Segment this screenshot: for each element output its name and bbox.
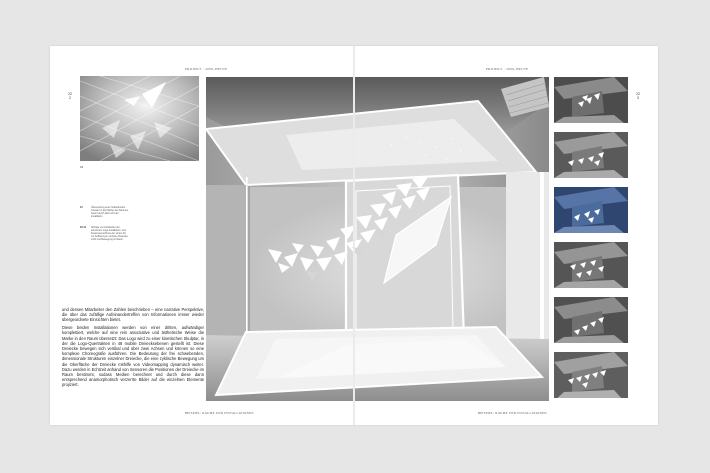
caption-02-text: Abfolge von Zuständen der animierten Logo-Installation: vom Zusammenschluss der Linien bis zur Auflösung in einzelne Dreiecke, Licht und Bewegung im Raum (91, 226, 129, 242)
sequence-state-6-photo (554, 352, 628, 398)
figure-number: 01 (80, 165, 84, 169)
caption-01-text: Übersetzung einer fortlaufenden Lineatur in die Fläche des Raumes, betont durch das Licht der Installation (91, 206, 129, 219)
right-running-footer: BEISPIEL: RÄUME UND INSTALLATIONEN (478, 411, 547, 415)
caption-02 (80, 226, 129, 242)
sequence-state-2-photo (554, 132, 628, 178)
right-page-number: 223 (636, 92, 640, 101)
sequence-state-4-photo (554, 242, 628, 288)
sequence-state-1-photo (554, 77, 628, 123)
body-text (62, 307, 204, 390)
book-spread (50, 46, 658, 425)
caption-01-number: 01 (80, 206, 83, 209)
caption-01 (80, 206, 129, 219)
left-running-header: PROJEKT · 2009–HEUTE (185, 67, 228, 71)
body-paragraph: Diese beiden Installationen werden von einer dritten, aufwändiger komplettiert, welche auf eine rein assoziative und ästhetische Weise die Marke in den Raum übersetzt: Das Logo wird zu einer kinetischen Skulptur, in der die Logo-Quertrakten in 48 mobile Dreiecksebenen gestellt ist. Diese Dreiecke bewegen sich vertikal und über zwei Achsen und können so eine komplexe Choreografie ausführen. Die Bedeutung der frei schwebenden, dimensionale Strukturen einzelner Dreiecke, die eine zyklische Bewegung um die Oberfläche der Dreiecke mithilfe von Videomapping dynamisch weiter. Dazu werden in Echtzeit anhand von Sensoren die Positionen der Dreiecke im Raum bestimmt, sodass Medien berechnet und durch diese dann entsprechend anamorphotisch verzerrte Bilder auf die einzelnen Elemente projiziert. (62, 325, 204, 388)
body-paragraph: und dessen Mitarbeiter den Zahlen beschrieben – eine narrative Perspektive, die über das zufällige Aufeinandertreffen von Informationen immer wieder übergeordnete Einsichten bietet. (62, 307, 204, 323)
gutter (353, 46, 355, 425)
caption-02-number: 02-11 (80, 226, 86, 229)
sequence-state-5-photo (554, 297, 628, 343)
left-page-number: 222 (68, 92, 72, 101)
right-running-header: PROJEKT · 2009–HEUTE (486, 67, 529, 71)
logo-sculpture-installation-photo (206, 77, 549, 401)
triangle-ceiling-detail-photo (80, 76, 199, 161)
sequence-state-3-photo (554, 187, 628, 233)
left-running-footer: BEISPIEL: RÄUME UND INSTALLATIONEN (185, 411, 254, 415)
